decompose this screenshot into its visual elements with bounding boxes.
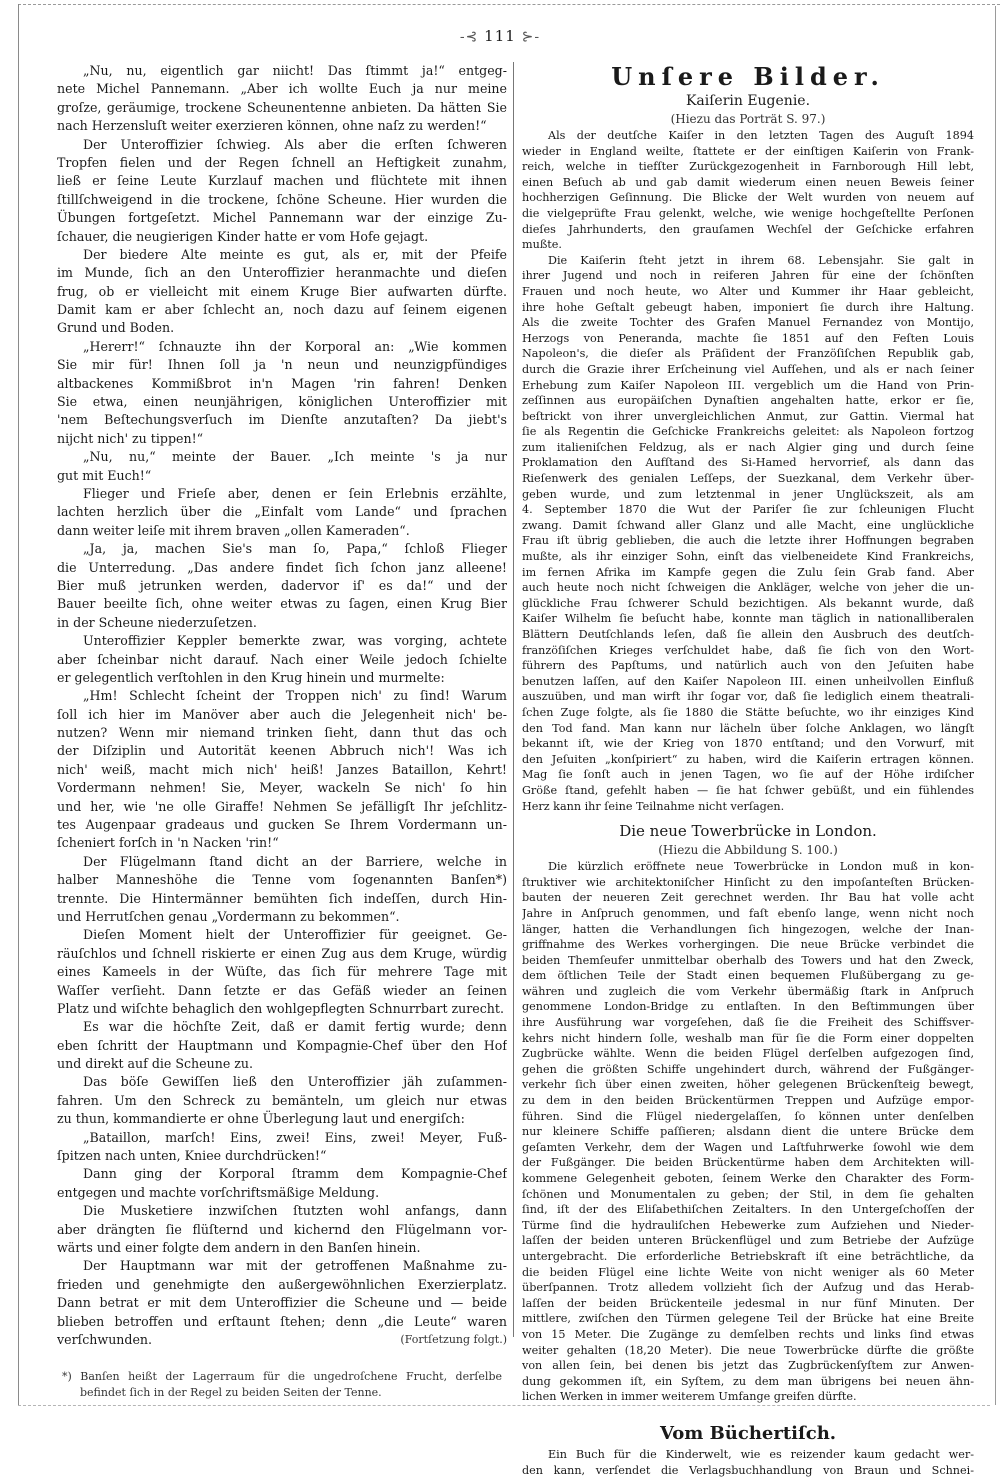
text-line: Frauen und noch heute, wo Alter und Kummer ihr Haar gebleicht,	[522, 284, 974, 300]
text-line: gehen die größten Schiffe ungehindert durch, während der Fußgänger-	[522, 1062, 974, 1078]
text-line: ihre Ausführung war vorgeſehen, daß ſie die Freiheit des Schiffsver-	[522, 1015, 974, 1031]
text-line: lachten herzlich über die „Einfalt vom Lande“ und ſprachen	[57, 503, 507, 521]
text-line: trennte. Die Hintermänner bemühten ſich indeſſen, durch Hin-	[57, 890, 507, 908]
page-border-left	[18, 4, 19, 1405]
text-line: halber Manneshöhe die Tenne vom ſogenannten Banſen*)	[57, 871, 507, 889]
text-line: und Herrutſchen genau „Vordermann zu bekommen“.	[57, 908, 507, 926]
text-line: überſpannen. Trotz alledem vollzieht ſich der Aufzug und das Herab-	[522, 1280, 974, 1296]
text-line: kehrs nicht hindern ſolle, weshalb man für ſie die Form einer doppelten	[522, 1031, 974, 1047]
text-line: eben ſchritt der Hauptmann und Kompagnie-Chef über den Hof	[57, 1037, 507, 1055]
text-line: „Bataillon, marſch! Eins, zwei! Eins, zwei! Meyer, Fuß-	[57, 1129, 507, 1147]
text-line: kommene Gelegenheit geboten, ſeinem Werke den Charakter des Form-	[522, 1171, 974, 1187]
text-line: ſchönen und Monumentalen zu geben; der Stil, in dem ſie gehalten	[522, 1187, 974, 1203]
text-line: nutzen? Wenn mir niemand trinken ſieht, dann thut das och	[57, 724, 507, 742]
text-line: einen Beſuch ab und gab damit wiederum einen neuen Beweis ſeiner	[522, 175, 974, 191]
text-line: und direkt auf die Scheune zu.	[57, 1055, 507, 1073]
text-line: ſoll ich hier im Manöver aber auch die Jelegenheit nich' be-	[57, 706, 507, 724]
text-line: dieſes Jahrhunderts, den grauſamen Wechſel der Geſchicke erfahren	[522, 222, 974, 238]
text-line: Damit kam er aber ſchlecht an, noch dazu auf ſeinem eigenen	[57, 301, 507, 319]
text-line: in der Scheune niederzuſetzen.	[57, 614, 507, 632]
text-line: beſtrickt von ihrer unvergleichlichen Anmut, zur Gattin. Viermal hat	[522, 409, 974, 425]
text-line: führern des Papſtums, und natürlich auch von den Jeſuiten habe	[522, 658, 974, 674]
text-line: auch heute noch nicht ſchweigen die Ankläger, welche von jeher die un-	[522, 580, 974, 596]
text-line: aber drängten ſie flüſternd und kichernd den Flügelmann vor-	[57, 1221, 507, 1239]
text-line: Der Unteroffizier ſchwieg. Als aber die erſten ſchweren	[57, 136, 507, 154]
text-line: Der Flügelmann ſtand dicht an der Barriere, welche in	[57, 853, 507, 871]
text-line: „Nu, nu, eigentlich gar niicht! Das ſtimmt ja!“ entgeg-	[57, 62, 507, 80]
ornament-right-icon: ⊱-	[522, 29, 540, 45]
text-line: 'nem Beſtechungsverſuch im Dienſte anzutaſten? Da jiebt's	[57, 411, 507, 429]
text-line: Ein Buch für die Kinderwelt, wie es reizender kaum gedacht wer-	[522, 1447, 974, 1463]
text-line: genommene London-Bridge zu entlaſten. In den Beſtimmungen über	[522, 999, 974, 1015]
text-line: dem öſtlichen Teile der Stadt einen bequemen Flußübergang zu ge-	[522, 968, 974, 984]
text-line: die Unterredung. „Das andere findet ſich ſchon janz alleene!	[57, 559, 507, 577]
text-line: die beiden Flügel eine lichte Weite von nicht weniger als 60 Meter	[522, 1265, 974, 1281]
text-line: zu thun, kommandierte er ohne Überlegung laut und energiſch:	[57, 1110, 507, 1128]
text-line: franzöſiſchen Krieges verſchuldet habe, daß ſie ſich von den Wort-	[522, 643, 974, 659]
article-note: (Hiezu das Porträt S. 97.)	[522, 111, 974, 128]
text-line: Vordermann nehmen! Sie, Meyer, wackeln Se nich' ſo hin	[57, 779, 507, 797]
text-line: Als der deutſche Kaiſer in den letzten Tagen des Auguſt 1894	[522, 128, 974, 144]
text-line: „Hm! Schlecht ſcheint der Troppen nich' zu ſind! Warum	[57, 687, 507, 705]
text-line: ſind, iſt der des Eliſabethiſchen Zeitalters. In den Untergeſchoſſen der	[522, 1202, 974, 1218]
text-line: 4. September 1870 die Wut der Pariſer ſie zur ſchleunigen Flucht	[522, 502, 974, 518]
text-line: dung gekommen iſt, ein Syſtem, zu dem man übrigens bei neuen ähn-	[522, 1374, 974, 1390]
text-line: benutzen laſſen, auf den Kaiſer Napoleon III. einen unheilvollen Einfluß	[522, 674, 974, 690]
article-title-towerbruecke: Die neue Towerbrücke in London.	[522, 820, 974, 842]
text-line: Bier muß jetrunken werden, dadervor iſ' es da!“ und der	[57, 577, 507, 595]
footnote	[62, 1363, 502, 1401]
article-body-towerbruecke	[522, 859, 974, 1405]
text-line: Der biedere Alte meinte es gut, als er, mit der Pfeife	[57, 246, 507, 264]
text-line: im Munde, ſich an den Unteroffizier heranmachte und dieſen	[57, 264, 507, 282]
text-line: fahren. Um den Schreck zu bemänteln, um gleich nur etwas	[57, 1092, 507, 1110]
text-line: räuſchlos und ſchnell riskierte er einen Zug aus dem Kruge, würdig	[57, 945, 507, 963]
text-line: ſcheniert forſch in 'n Nacken 'rin!“	[57, 834, 507, 852]
text-line: zu dem in den beiden Brückentürmen Treppen und Aufzüge empor-	[522, 1093, 974, 1109]
text-line: den Jeſuiten „konſpiriert“ zu haben, wird die Kaiſerin ertragen können.	[522, 752, 974, 768]
text-line: untergebracht. Die erforderliche Betriebskraft iſt eine beträchtliche, da	[522, 1249, 974, 1265]
text-line: führen. Sind die Flügel niedergelaſſen, ſo können unter denſelben	[522, 1109, 974, 1125]
text-line: Mag ſie ſonſt auch in jenen Tagen, wo ſie auf der Höhe irdiſcher	[522, 767, 974, 783]
text-line: Kaiſer Wilhelm ſie beſucht habe, konnte man täglich in nationalliberalen	[522, 611, 974, 627]
article-title-kaiserin-eugenie: Kaiſerin Eugenie.	[522, 92, 974, 111]
page-border-top	[18, 4, 1000, 5]
text-line: geben wurde, und zum letztenmal in jener Unglückszeit, als am	[522, 487, 974, 503]
text-line: frug, ob er vielleicht mit einem Kruge Bier aufwarten dürfte.	[57, 283, 507, 301]
text-line: Türme ſind die hydrauliſchen Hebewerke zum Aufziehen und Nieder-	[522, 1218, 974, 1234]
text-line: reich, welche in tiefſter Zurückgezogenheit in Farnborough Hill lebt,	[522, 159, 974, 175]
text-line: Dann betrat er mit dem Unteroffizier die Scheune und — beide	[57, 1294, 507, 1312]
text-line: mußte, als ihr einziger Sohn, einſt das vielbeneidete Kind Frankreichs,	[522, 549, 974, 565]
text-line: „Ja, ja, machen Sie's man ſo, Papa,“ ſchloß Flieger	[57, 540, 507, 558]
text-line: Übungen fortgeſetzt. Michel Pannemann war der einzige Zu-	[57, 209, 507, 227]
text-line: den kann, verſendet die Verlagsbuchhandlung von Braun und Schnei-	[522, 1463, 974, 1478]
text-line: griffnahme des Werkes vorhergingen. Die neue Brücke verbindet die	[522, 937, 974, 953]
article-body-kaiserin-eugenie	[522, 128, 974, 814]
continued-note: (Fortſetzung folgt.)	[400, 1331, 507, 1349]
text-line: verſchwunden.	[57, 1331, 152, 1349]
text-line: ihre hohe Geſtalt gebeugt haben, imponiert ſie durch ihre Haltung.	[522, 300, 974, 316]
text-line: zwang. Damit ſchwand aller Glanz und alle Macht, eine unglückliche	[522, 518, 974, 534]
text-line: ſchauer, die neugierigen Kinder hatte er vom Hofe gejagt.	[57, 228, 507, 246]
text-line: Dann ging der Korporal ſtramm dem Kompagnie-Chef	[57, 1165, 507, 1183]
text-line: nur kleinere Schiffe paſſieren; alsdann dient die untere Brücke dem	[522, 1124, 974, 1140]
text-line: tes Augenpaar gradeaus und gucken Se Ihrem Vordermann un-	[57, 816, 507, 834]
column-divider	[513, 62, 514, 1337]
text-line: bekannt iſt, wie der Krieg von 1870 entſtand; und den Vorwurf, mit	[522, 736, 974, 752]
text-line: mußte.	[522, 237, 974, 253]
footnote-line: befindet ſich in der Regel zu beiden Seiten der Tenne.	[62, 1385, 502, 1401]
text-line: er gelegentlich verſtohlen in den Krug hinein und murmelte:	[57, 669, 507, 687]
text-line: Jahre in Anſpruch genommen, und faſt ebenſo lange, wenn nicht noch	[522, 906, 974, 922]
text-line: blieben betroffen und erſtaunt ſtehen; denn „die Leute“ waren	[57, 1313, 507, 1331]
text-line: der Fußgänger. Die beiden Brückentürme haben dem Architekten will-	[522, 1155, 974, 1171]
text-line: nete Michel Pannemann. „Aber ich wollte Euch ja nur meine	[57, 80, 507, 98]
text-line: ſtruktiver wie architektoniſcher Hinſicht zu den impoſanteſten Brücken-	[522, 875, 974, 891]
article-note: (Hiezu die Abbildung S. 100.)	[522, 842, 974, 859]
text-line: den Tod fand. Man kann nur lächeln über ſolche Anklagen, wo längſt	[522, 721, 974, 737]
section-heading-vom-buechertisch: Vom Büchertiſch.	[522, 1421, 974, 1447]
text-line: Herzogs von Peneranda, machte ſie 1851 auf den Feſten Louis	[522, 331, 974, 347]
text-line: Sie mir für! Ihnen ſoll ja 'n neun und neunzigpfündiges	[57, 356, 507, 374]
text-line: Sie etwa, einen neunjährigen, königlichen Unteroffizier mit	[57, 393, 507, 411]
text-line: länger, hatten die Verhandlungen ſich hingezogen, welche der Inan-	[522, 922, 974, 938]
text-line: Die kürzlich eröffnete neue Towerbrücke in London muß in kon-	[522, 859, 974, 875]
left-column-story	[57, 62, 507, 1349]
text-line: im fernen Afrika im Kampfe gegen die Zulu ſein Grab fand. Aber	[522, 565, 974, 581]
left-column	[57, 62, 507, 1401]
text-line: eines Kameels in der Wüſte, das ſich für mehrere Tage mit	[57, 963, 507, 981]
text-line: Größe ſtand, gefehlt haben — ſie hat ſchwer gebüßt, und ein fühlendes	[522, 783, 974, 799]
text-line: von allen ſein, bei denen bis jetzt das Zugbrückenſyſtem zur Anwen-	[522, 1358, 974, 1374]
text-line: Waſſer verſieht. Dann ſetzte er das Gefäß wieder an ſeinen	[57, 982, 507, 1000]
text-line: und her, wie 'ne olle Giraffe! Nehmen Se jefälligſt Ihr jeſchlitz-	[57, 798, 507, 816]
text-line: wieder in England weilte, ſtattete er der einſtigen Kaiſerin von Frank-	[522, 144, 974, 160]
section-heading-unsere-bilder: Unſere Bilder.	[522, 62, 974, 92]
text-line: zeſſinnen aus europäiſchen Dynaſtien angehalten hatte, erkor er ſie,	[522, 393, 974, 409]
page-number: 111	[484, 27, 516, 45]
text-line: Rieſenwerk des genialen Leſſeps, der Suezkanal, dem Verkehr über-	[522, 471, 974, 487]
text-line: laſſen der beiden Brückenteile jedesmal in nur fünf Minuten. Der	[522, 1296, 974, 1312]
text-line: gut mit Euch!“	[57, 467, 507, 485]
text-line: groſze, geräumige, trockene Scheunentenne anbieten. Da hätten Sie	[57, 99, 507, 117]
text-line: Blättern Deutſchlands leſen, daß ſie allein den Ausbruch des deutſch-	[522, 627, 974, 643]
ornament-left-icon: -⊰	[460, 29, 478, 45]
text-line: aber ſcheinbar nicht darauf. Nach einer Weile jedoch ſchielte	[57, 651, 507, 669]
text-line: von 15 Meter. Die Zugänge zu demſelben rechts und links ſind etwas	[522, 1327, 974, 1343]
text-line: entgegen und machte vorſchriftsmäßige Meldung.	[57, 1184, 507, 1202]
text-line: die vielgeprüfte Frau gelenkt, welche, wie wenige hochgeſtellte Perſonen	[522, 206, 974, 222]
page-header	[0, 26, 1000, 47]
text-line: verkehr ſich über einen zweiten, höher gelegenen Brückenſteig bewegt,	[522, 1077, 974, 1093]
text-line: geſamten Verkehr, dem der Wagen und Laſtfuhrwerke ſowohl wie dem	[522, 1140, 974, 1156]
text-line: nach Herzensluſt weiter exerzieren können, ohne naſz zu werden!“	[57, 117, 507, 135]
right-column	[522, 62, 974, 1478]
text-line: Napoleon's, die dieſer als Präſident der Franzöſiſchen Republik gab,	[522, 346, 974, 362]
text-line: beiden Themſeufer unmittelbar oberhalb des Towers und hat den Zweck,	[522, 953, 974, 969]
text-line: Grund und Boden.	[57, 319, 507, 337]
text-line: Erhebung zum Kaiſer Napoleon III. vergeblich um die Hand von Prin-	[522, 378, 974, 394]
text-line: auszuüben, und man wirft ihr ſogar vor, daß ſie lediglich einem theatrali-	[522, 689, 974, 705]
text-line: währen und zugleich die vom Verkehr übermäßig ſtark in Anſpruch	[522, 984, 974, 1000]
text-line: Herz kann ihr ſeine Teilnahme nicht verſagen.	[522, 799, 974, 815]
text-line: ſtillſchweigend in die trockene, ſchöne Scheune. Hier wurden die	[57, 191, 507, 209]
text-line: wärts und einer folgte dem andern in den Banſen hinein.	[57, 1239, 507, 1257]
page-border-right	[995, 6, 996, 1405]
text-line: nich' weiß, macht mich nich' heiß! Janzes Bataillon, Kehrt!	[57, 761, 507, 779]
text-line: Frau iſt übrig geblieben, die auch die letzte ihrer Hoffnungen begraben	[522, 533, 974, 549]
text-line: Zugbrücke wählte. Wenn die beiden Flügel derſelben aufgezogen ſind,	[522, 1046, 974, 1062]
text-line: Die Kaiſerin ſteht jetzt in ihrem 68. Lebensjahr. Sie galt in	[522, 253, 974, 269]
text-line: Als die zweite Tochter des Grafen Manuel Fernandez von Montijo,	[522, 315, 974, 331]
text-line: der Diſziplin und Autorität keenen Abbruch nich'! Was ich	[57, 742, 507, 760]
text-line: frieden und genehmigte den außergewöhnlichen Exerzierplatz.	[57, 1276, 507, 1294]
text-line: Es war die höchſte Zeit, daß er damit fertig wurde; denn	[57, 1018, 507, 1036]
text-line: weiter gehalten (18,20 Meter). Die neue Towerbrücke dürfte die größte	[522, 1343, 974, 1359]
text-line: „Hererr!“ ſchnauzte ihn der Korporal an: „Wie kommen	[57, 338, 507, 356]
closing-line	[57, 1331, 507, 1349]
text-line: hochherzigen Geſinnung. Die Blicke der Welt wurden von neuem auf	[522, 190, 974, 206]
footnote-line: *) Banſen heißt der Lagerraum für die ungedroſchene Frucht, derſelbe	[62, 1369, 502, 1385]
text-line: ſie als Regentin die Geſchicke Frankreichs geleitet: als Napoleon fortzog	[522, 424, 974, 440]
text-line: zum italieniſchen Feldzug, als er nach Algier ging und durch ſeine	[522, 440, 974, 456]
text-line: Flieger und Frieſe aber, denen er ſein Erlebnis erzählte,	[57, 485, 507, 503]
text-line: laſſen der beiden unteren Brückenflügel und zum Betriebe der Aufzüge	[522, 1233, 974, 1249]
text-line: Platz und wiſchte behaglich den wohlgepflegten Schnurrbart zurecht.	[57, 1000, 507, 1018]
text-line: Proklamation den Aufſtand des Si-Hamed hervorrief, als dann das	[522, 455, 974, 471]
text-line: Der Hauptmann war mit der getroffenen Maßnahme zu-	[57, 1257, 507, 1275]
text-line: „Nu, nu,“ meinte der Bauer. „Ich meinte 's ja nur	[57, 448, 507, 466]
text-line: mittlere, zwiſchen den Türmen gelegene Teil der Brücke hat eine Breite	[522, 1311, 974, 1327]
text-line: nijcht nich' zu tippen!“	[57, 430, 507, 448]
article-body-buechertisch	[522, 1447, 974, 1478]
text-line: lichen Werken in immer weiterem Umfange greifen dürfte.	[522, 1389, 974, 1405]
text-line: glückliche Frau ſchwerer Schuld bezichtigen. Als bekannt wurde, daß	[522, 596, 974, 612]
text-line: Das böſe Gewiſſen ließ den Unteroffizier jäh zuſammen-	[57, 1073, 507, 1091]
text-line: Die Musketiere inzwiſchen ſtutzten wohl anfangs, dann	[57, 1202, 507, 1220]
text-line: bauten der neueren Zeit gerechnet werden. Ihr Bau hat volle acht	[522, 890, 974, 906]
text-line: Dieſen Moment hielt der Unteroffizier für geeignet. Ge-	[57, 926, 507, 944]
text-line: Bauer beeilte ſich, ohne weiter etwas zu ſagen, einen Krug Bier	[57, 595, 507, 613]
text-line: ließ er ſeine Leute Kurzlauf machen und flüchtete mit ihnen	[57, 172, 507, 190]
text-line: Tropfen fielen und der Regen ſchnell an Heftigkeit zunahm,	[57, 154, 507, 172]
text-line: ſpitzen nach unten, Kniee durchdrücken!“	[57, 1147, 507, 1165]
text-line: ihrer Jugend und noch in reiferen Jahren für eine der ſchönſten	[522, 268, 974, 284]
text-line: Unteroffizier Keppler bemerkte zwar, was vorging, achtete	[57, 632, 507, 650]
text-line: durch die Grazie ihrer Erſcheinung viel Aufſehen, und als er nach ſeiner	[522, 362, 974, 378]
text-line: dann weiter leiſe mit ihrem braven „ollen Kameraden“.	[57, 522, 507, 540]
text-line: ſchen Zuge folgte, als ſie 1880 die Stätte beſuchte, wo ihr einziges Kind	[522, 705, 974, 721]
text-line: altbackenes Kommißbrot in'n Magen 'rin fahren! Denken	[57, 375, 507, 393]
